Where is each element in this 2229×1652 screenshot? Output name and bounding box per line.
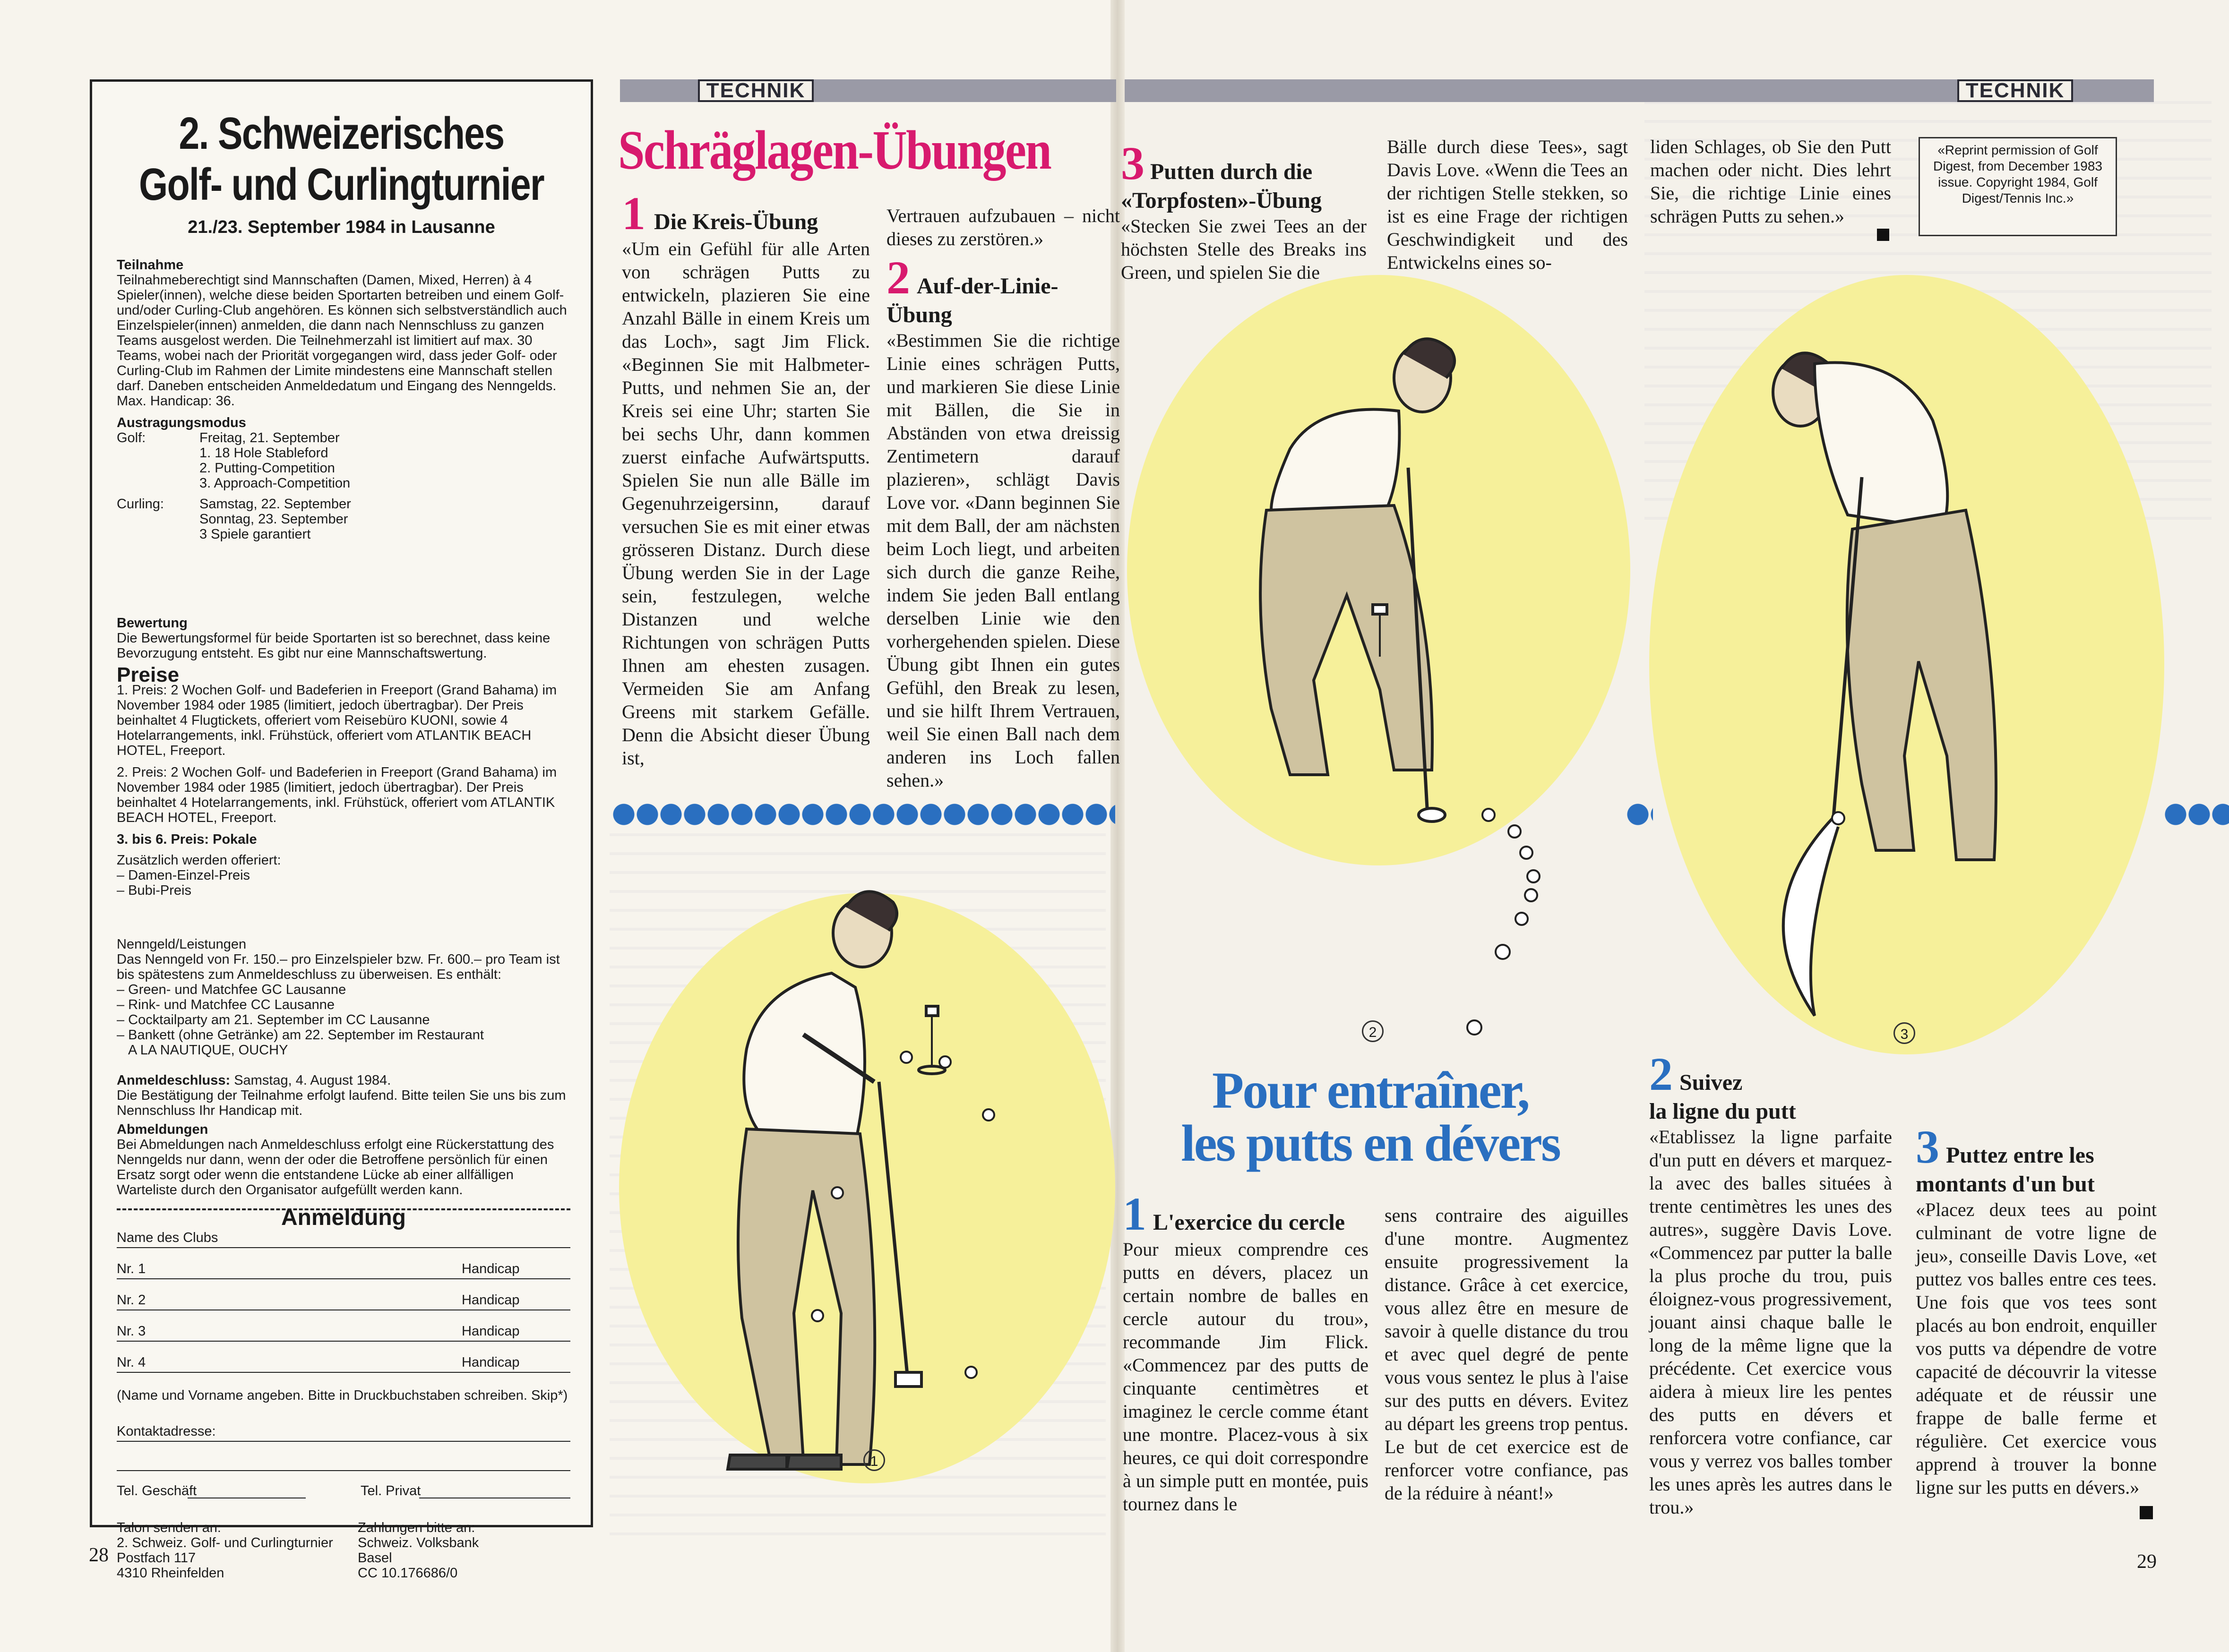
technik-tag: TECHNIK — [698, 79, 814, 102]
field-player-3[interactable]: Nr. 3 Handicap — [117, 1324, 570, 1342]
preis-2: 2. Preis: 2 Wochen Golf- und Badeferien in Freeport (Grand Bahama) im November 1984 oder 1985 (limitiert, jedoch übertragbar). Der Preis beinhaltet 4 Hotelarrangements, inkl. Frühstück, offeriert vom ATLANTIK BEACH HOTEL, Freeport. — [117, 765, 557, 825]
form-title: 2. Schweizerisches Golf- und Curlingturnier — [138, 108, 544, 210]
exercise-1-de: 1 Die Kreis-Übung «Um ein Gefühl für alle Arten von schrägen Putts zu entwickeln, plazieren Sie eine Anzahl Bälle in einem Kreis um das Loch», sagt Jim Flick. «Beginnen Sie mit Halbmeter-Putts, und nehmen Sie an, der Kreis sei eine Uhr; starten Sie bei sechs Uhr, dann kommen zuerst einfache Aufwärtsputts. Spielen Sie nun alle Bälle im Gegenuhrzeigersinn, darauf versuchen Sie es mit einer etwas grösseren Distanz. Durch diese Übung werden Sie in der Lage sein, festzulegen, welche Distanzen und welche Richtungen von schrägen Putts Ihnen am ehesten zusagen. Vermeiden Sie am Anfang Greens mit starkem Gefälle. Denn die Absicht dieser Übung ist, — [622, 187, 870, 769]
name-hint: (Name und Vorname angeben. Bitte in Druckbuchstaben schreiben. Skip*) — [117, 1388, 568, 1403]
section-nenngeld: Nenngeld/Leistungen Das Nenngeld von Fr. 150.– pro Einzelspieler bzw. Fr. 600.– pro Team ist bis spätestens zum Anmeldeschluss zu überweisen. Es enthält: – Green- und Matchfee GC Lausanne – Rink- und Matchfee CC Lausanne – Cocktailparty am 21. September im CC Lausanne – Bankett (ohne Getränke) am 22. September im Restaurant A LA NAUTIQUE, OUCHY — [117, 937, 560, 1058]
golfer-illustration-3 — [1720, 321, 2108, 1039]
golfer-illustration-1 — [624, 865, 1115, 1488]
section-teilnahme: Teilnahme Teilnahmeberechtigt sind Mannschaften (Damen, Mixed, Herren) à 4 Spieler(innen), welche diese beiden Sportarten betreiben und einem Golf- und/oder Curling-Club angehören. Es können sich selbstverständlich auch Einzelspieler(innen) anmelden, die dann nach Nennschluss zu ganzen Teams ausgelost werden. Die Teilnehmerzahl ist limitiert auf max. 30 Teams, wobei nach der Priorität vorgegangen wird, dass jeder Golf- oder Curling-Club im Rahmen der Limite mindestens eine Mannschaft stellen darf. Daneben entscheiden Anmeldedatum und Eingang des Nenngelds. Max. Handicap: 36. — [117, 257, 567, 409]
form-date: 21./23. September 1984 in Lausanne — [188, 217, 495, 237]
figure-label-3: 3 — [1893, 1022, 1915, 1044]
field-kontaktadresse-2[interactable] — [117, 1453, 570, 1471]
exercise-1-fr: 1 L'exercice du cercle Pour mieux comprendre ces putts en dévers, placez un certain nombre de balles en cercle autour du trou», recommande Jim Flick. «Commencez par des putts de cinquante centimètres et imaginez le cercle comme étant une montre. Placez-vous à six heures, ce qui doit correspondre à un simple putt en montée, puis tournez dans le — [1123, 1188, 1368, 1515]
headline-fr: Pour entraîner, les putts en dévers — [1181, 1061, 1560, 1172]
reprint-credit: «Reprint permission of Golf Digest, from December 1983 issue. Copyright 1984, Golf Digest/Tennis Inc.» — [1919, 137, 2117, 236]
dot-divider-mid — [1627, 803, 1653, 827]
exercise-1-fr-cont: sens contraire des aiguilles d'une montre. Augmentez ensuite progressivement la distance. Grâce à cet exercice, vous allez être en mesure de savoir à quelle distance du trou et avec quel degré de pente vous vous sentez le plus à l'aise sur des putts en dévers. Evitez au départ les greens trop pentus. Le but de cet exercice est de renforcer votre confiance, pas de la réduire à néant!» — [1385, 1205, 1628, 1504]
preis-3-6: 3. bis 6. Preis: Pokale — [117, 832, 257, 847]
dot-divider-right — [2164, 803, 2229, 827]
golfer-illustration-2 — [1200, 326, 1602, 1063]
anmeldung-title: Anmeldung — [281, 1205, 406, 1230]
section-header-bar — [620, 79, 1116, 102]
exercise-3-de: 3 Putten durch die «Torpfosten»-Übung «Stecken Sie zwei Tees an der höchsten Stelle des Breaks ins Green, und spielen Sie die — [1121, 137, 1367, 283]
exercise-3-de-cont-2: liden Schlages, ob Sie den Putt machen oder nicht. Dies lehrt Sie, die richtige Linie eines schrägen Putts zu sehen.» — [1650, 136, 1891, 227]
technik-tag-right: TECHNIK — [1957, 79, 2073, 102]
section-bewertung: Bewertung Die Bewertungsformel für beide Sportarten ist so berechnet, dass keine Bevorzugung entsteht. Es gibt nur eine Mannschaftswertung. — [117, 616, 551, 661]
field-kontaktadresse[interactable]: Kontaktadresse: — [117, 1424, 570, 1442]
page-number-right: 29 — [2137, 1551, 2157, 1573]
field-club-name[interactable]: Name des Clubs — [117, 1230, 570, 1248]
end-mark-fr — [2140, 1506, 2153, 1519]
headline-de: Schräglagen-Übungen — [618, 119, 1051, 181]
field-telefon[interactable]: Tel. Geschäft Tel. Privat — [117, 1483, 570, 1500]
field-player-1[interactable]: Nr. 1 Handicap — [117, 1261, 570, 1279]
exercise-2-fr: 2 Suivez la ligne du putt «Etablissez la ligne parfaite d'un putt en dévers et marquez-la avec des balles situées à trente centimètres les unes des autres», suggère Davis Love. «Commencez par putter la balle la plus proche du trou, puis éloignez-vous progressivement, jouant ainsi chaque balle le long de la même ligne que la précédente. Cet exercice vous aidera à mieux lire les pentes des putts en dévers et renforcera votre confiance, car vous y verrez vos balles tomber les unes après les autres dans le trou.» — [1649, 1048, 1892, 1518]
exercise-3-fr: 3 Puttez entre les montants d'un but «Placez deux tees au point culminant de votre ligne de jeu», conseille Davis Love, «et puttez vos balles entre ces tees. Une fois que vos tees sont placés au bon endroit, enquiller vos putts va dépendre de votre capacité de découvrir la vitesse adéquate et de réussir une frappe de balle ferme et régulière. Cet exercice vous apprend à trouver la bonne ligne sur les putts en dévers.» — [1916, 1121, 2157, 1498]
field-player-2[interactable]: Nr. 2 Handicap — [117, 1292, 570, 1310]
section-abmeldungen: Abmeldungen Bei Abmeldungen nach Anmeldeschluss erfolgt eine Rückerstattung des Nenngelds nur dann, wenn der oder die Betroffene persönlich für einen Ersatz sorgt oder wenn die entstandene Lücke ab einer allfälligen Warteliste durch den Organisator aufgefüllt werden kann. — [117, 1122, 554, 1198]
end-mark-de — [1877, 229, 1889, 241]
payment-address: Zahlungen bitte an: Schweiz. Volksbank Basel CC 10.176686/0 — [358, 1520, 479, 1581]
section-anmeldeschluss: Anmeldeschluss: Samstag, 4. August 1984. Die Bestätigung der Teilnahme erfolgt laufend. Bitte teilen Sie uns bis zum Nennschluss Ihr Handicap mit. — [117, 1073, 566, 1118]
section-austragungsmodus: Austragungsmodus Golf: Freitag, 21. September 1. 18 Hole Stableford 2. Putting-Competition 3. Approach-Competition Curling: Samstag, 22. September Sonntag, 23. September 3 Spiele garantiert — [117, 415, 351, 542]
dot-divider-left — [612, 803, 1115, 827]
figure-label-2: 2 — [1362, 1020, 1384, 1042]
talon-address: Talon senden an: 2. Schweiz. Golf- und Curlingturnier Postfach 117 4310 Rheinfelden — [117, 1520, 333, 1581]
field-player-4[interactable]: Nr. 4 Handicap — [117, 1355, 570, 1373]
figure-label-1: 1 — [863, 1449, 885, 1471]
section-header-bar-right — [1125, 79, 2154, 102]
exercise-2-de: Vertrauen aufzubauen – nicht dieses zu zerstören.» 2 Auf-der-Linie-Übung «Bestimmen Sie die richtige Linie eines schrägen Putts, und markieren Sie diese Linie mit Bällen, die Sie in Abständen von etwa dreissig Zentimetern darauf plazieren», schlägt Davis Love vor. «Dann beginnen Sie mit dem Ball, der am nächsten beim Loch liegt, und arbeiten sich durch die ganze Reihe, indem Sie jeden Ball entlang derselben Linie wie den vorhergehenden spielen. Diese Übung gibt Ihnen ein gutes Gefühl, den Break zu lesen, und sie hilft Ihrem Vertrauen, weil Sie einen Ball nach dem anderen ins Loch fallen sehen.» — [886, 205, 1120, 791]
section-preise: Preise 1. Preis: 2 Wochen Golf- und Badeferien in Freeport (Grand Bahama) im November 1984 oder 1985 (limitiert, jedoch übertragbar). Der Preis beinhaltet 4 Flugtickets, offeriert vom Reisebüro KUONI, sowie 4 Hotelarrangements, inkl. Frühstück, offeriert vom ATLANTIK BEACH HOTEL, Freeport. 2. Preis: 2 Wochen Golf- und Badeferien in Freeport (Grand Bahama) im November 1984 oder 1985 (limitiert, jedoch übertragbar). Der Preis beinhaltet 4 Hotelarrangements, inkl. Frühstück, offeriert vom ATLANTIK BEACH HOTEL, Freeport. 3. bis 6. Preis: Pokale Zusätzlich werden offeriert: – Damen-Einzel-Preis – Bubi-Preis — [117, 668, 570, 898]
page-number-left: 28 — [89, 1544, 109, 1566]
registration-coupon — [117, 1205, 570, 1581]
exercise-3-de-cont: Bälle durch diese Tees», sagt Davis Love. «Wenn die Tees an der richtigen Stelle stekken, so ist es eine Frage der richtigen Geschwindigkeit und des Entwickelns eines so- — [1387, 136, 1628, 273]
preis-1: 1. Preis: 2 Wochen Golf- und Badeferien in Freeport (Grand Bahama) im November 1984 oder 1985 (limitiert, jedoch übertragbar). Der Preis beinhaltet 4 Flugtickets, offeriert vom Reisebüro KUONI, sowie 4 Hotelarrangements, inkl. Frühstück, offeriert vom ATLANTIK BEACH HOTEL, Freeport. — [117, 683, 557, 758]
